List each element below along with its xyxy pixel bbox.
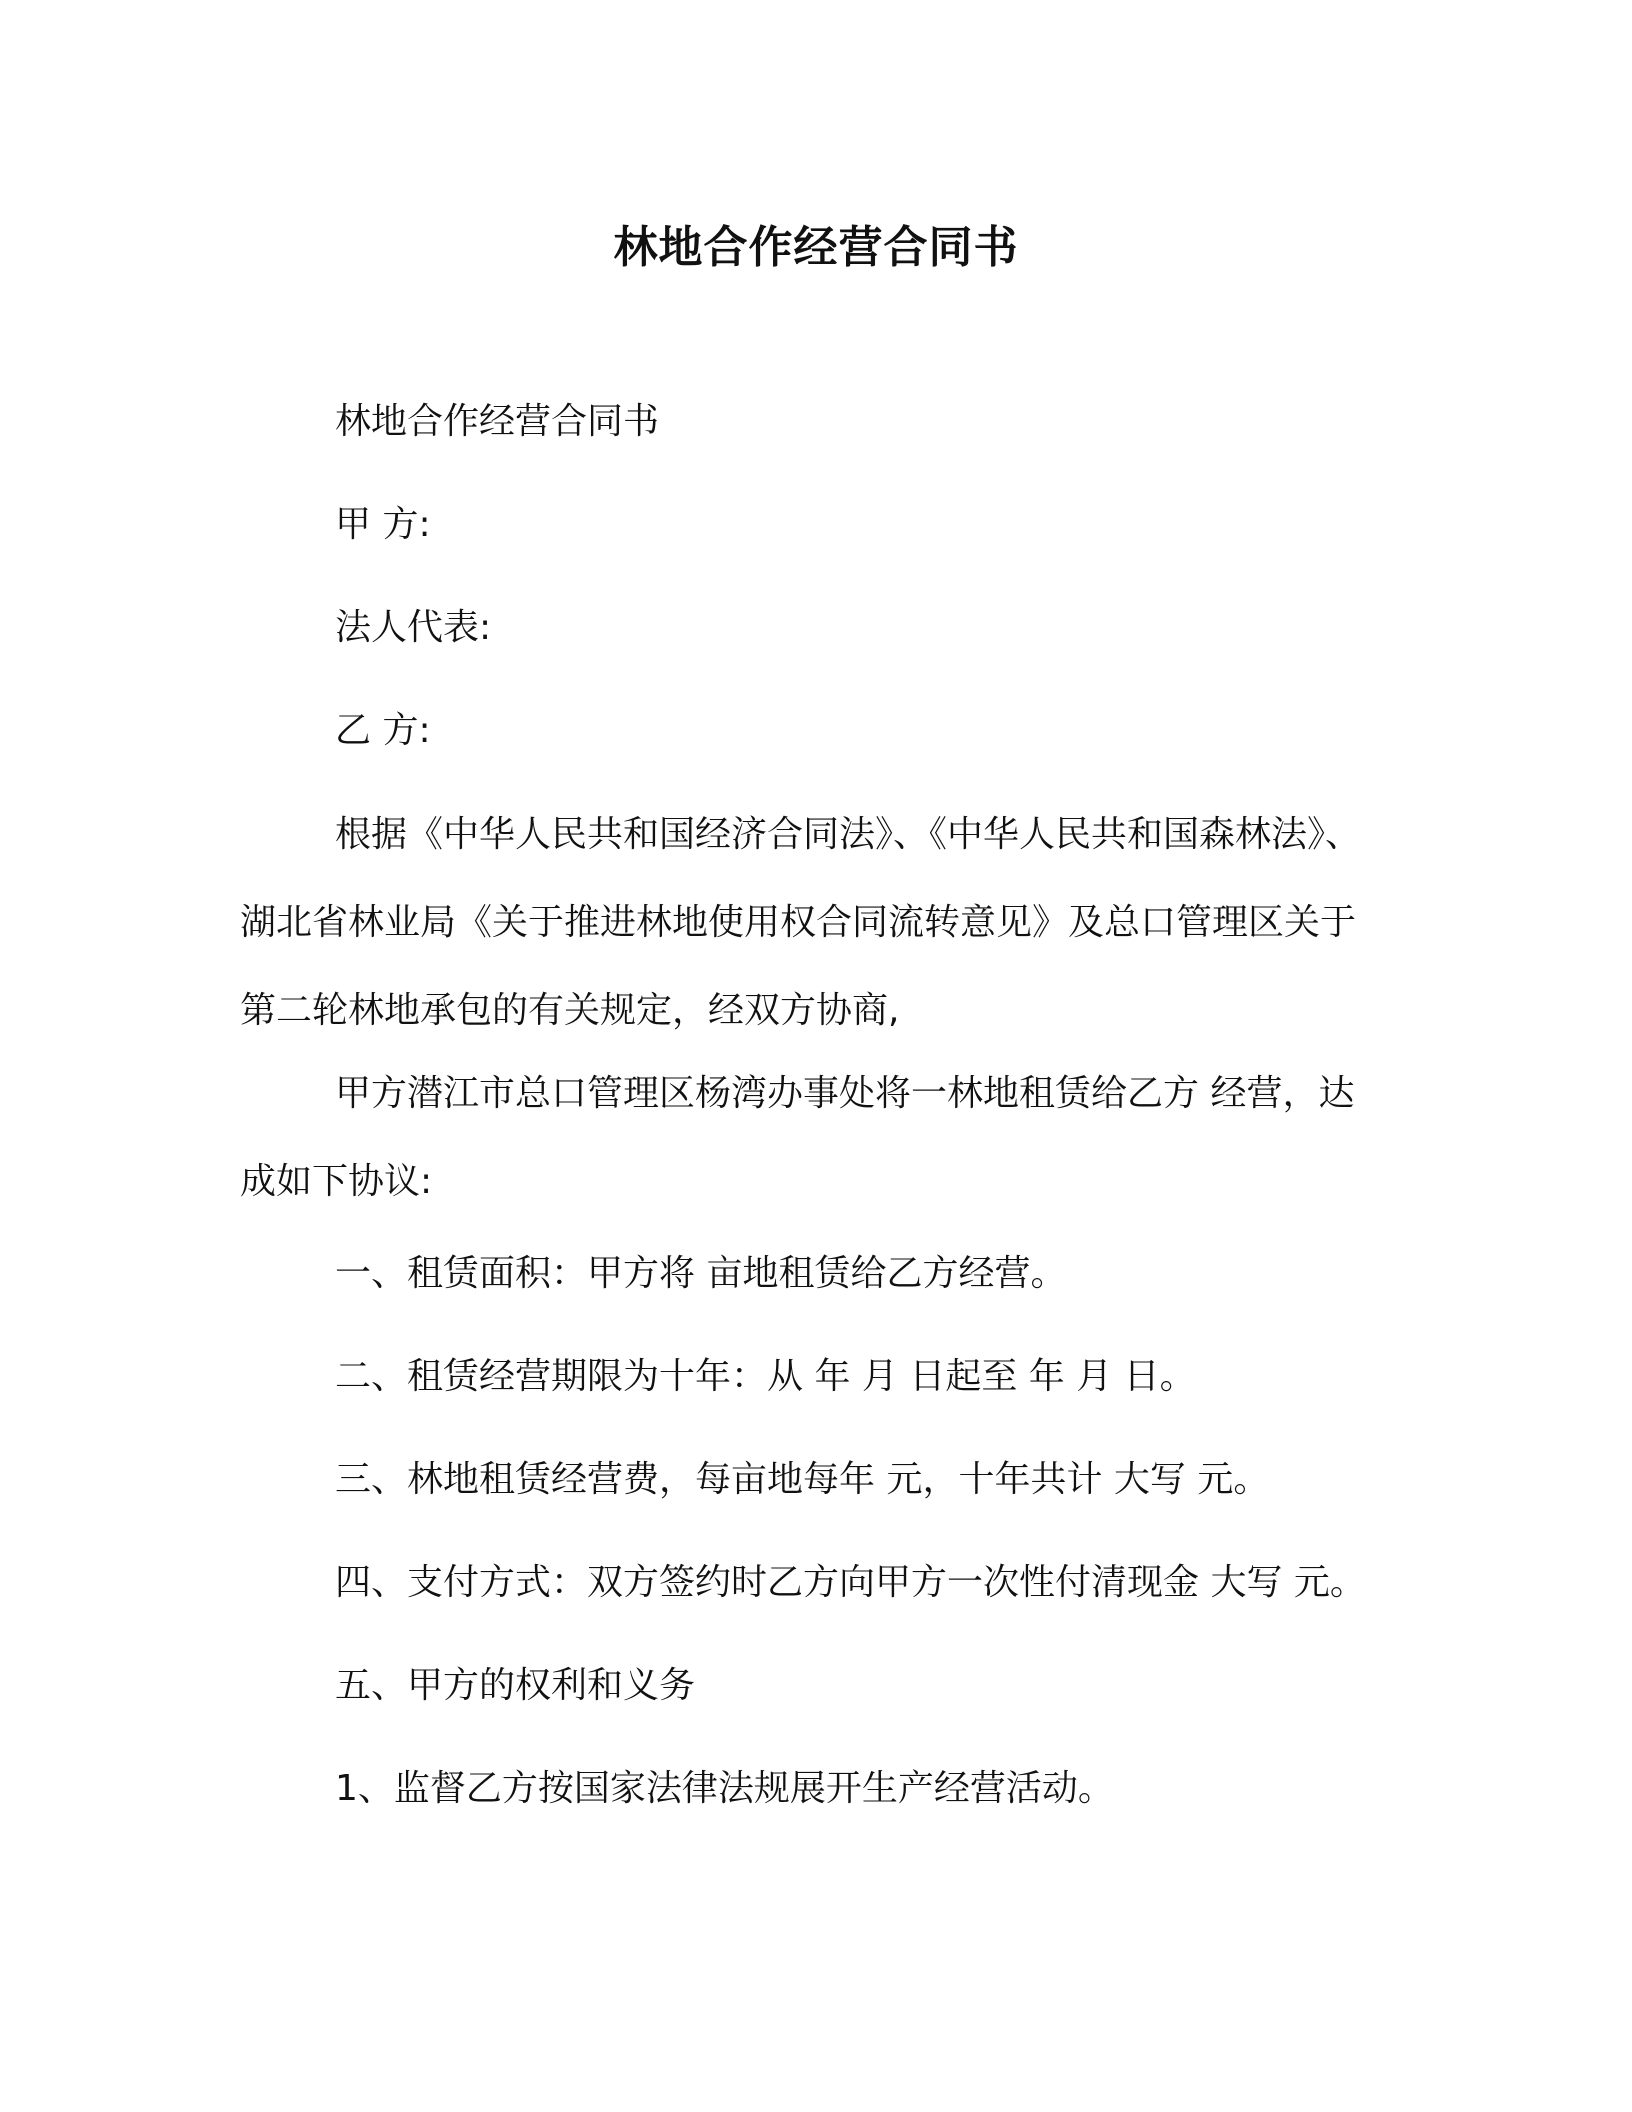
clause-lease-fee: 三、林地租赁经营费，每亩地每年 元，十年共计 大写 元。 — [335, 1459, 1270, 1500]
legal-representative-line: 法人代表: — [335, 607, 492, 648]
clause-lease-term: 二、租赁经营期限为十年：从 年 月 日起至 年 月 日。 — [335, 1356, 1196, 1397]
lease-agreement-paragraph: 甲方潜江市总口管理区杨湾办事处将一林地租赁给乙方 经营，达成如下协议: — [240, 1073, 1355, 1202]
party-b-line: 乙 方: — [335, 710, 431, 751]
document-title: 林地合作经营合同书 — [613, 222, 1019, 273]
party-a-line: 甲 方: — [335, 504, 431, 545]
clause-party-a-rights-heading: 五、甲方的权利和义务 — [335, 1665, 696, 1706]
clause-party-a-right-1: 1、监督乙方按国家法律法规展开生产经营活动。 — [335, 1768, 1114, 1809]
clause-payment-method: 四、支付方式：双方签约时乙方向甲方一次性付清现金 大写 元。 — [335, 1562, 1366, 1603]
document-subtitle: 林地合作经营合同书 — [335, 401, 660, 442]
clause-lease-area: 一、租赁面积：甲方将 亩地租赁给乙方经营。 — [335, 1253, 1067, 1294]
legal-basis-paragraph: 根据《中华人民共和国经济合同法》、《中华人民共和国森林法》、湖北省林业局《关于推进林地使用权合同流转意见》及总口管理区关于第二轮林地承包的有关规定，经双方协商, — [240, 814, 1362, 1031]
